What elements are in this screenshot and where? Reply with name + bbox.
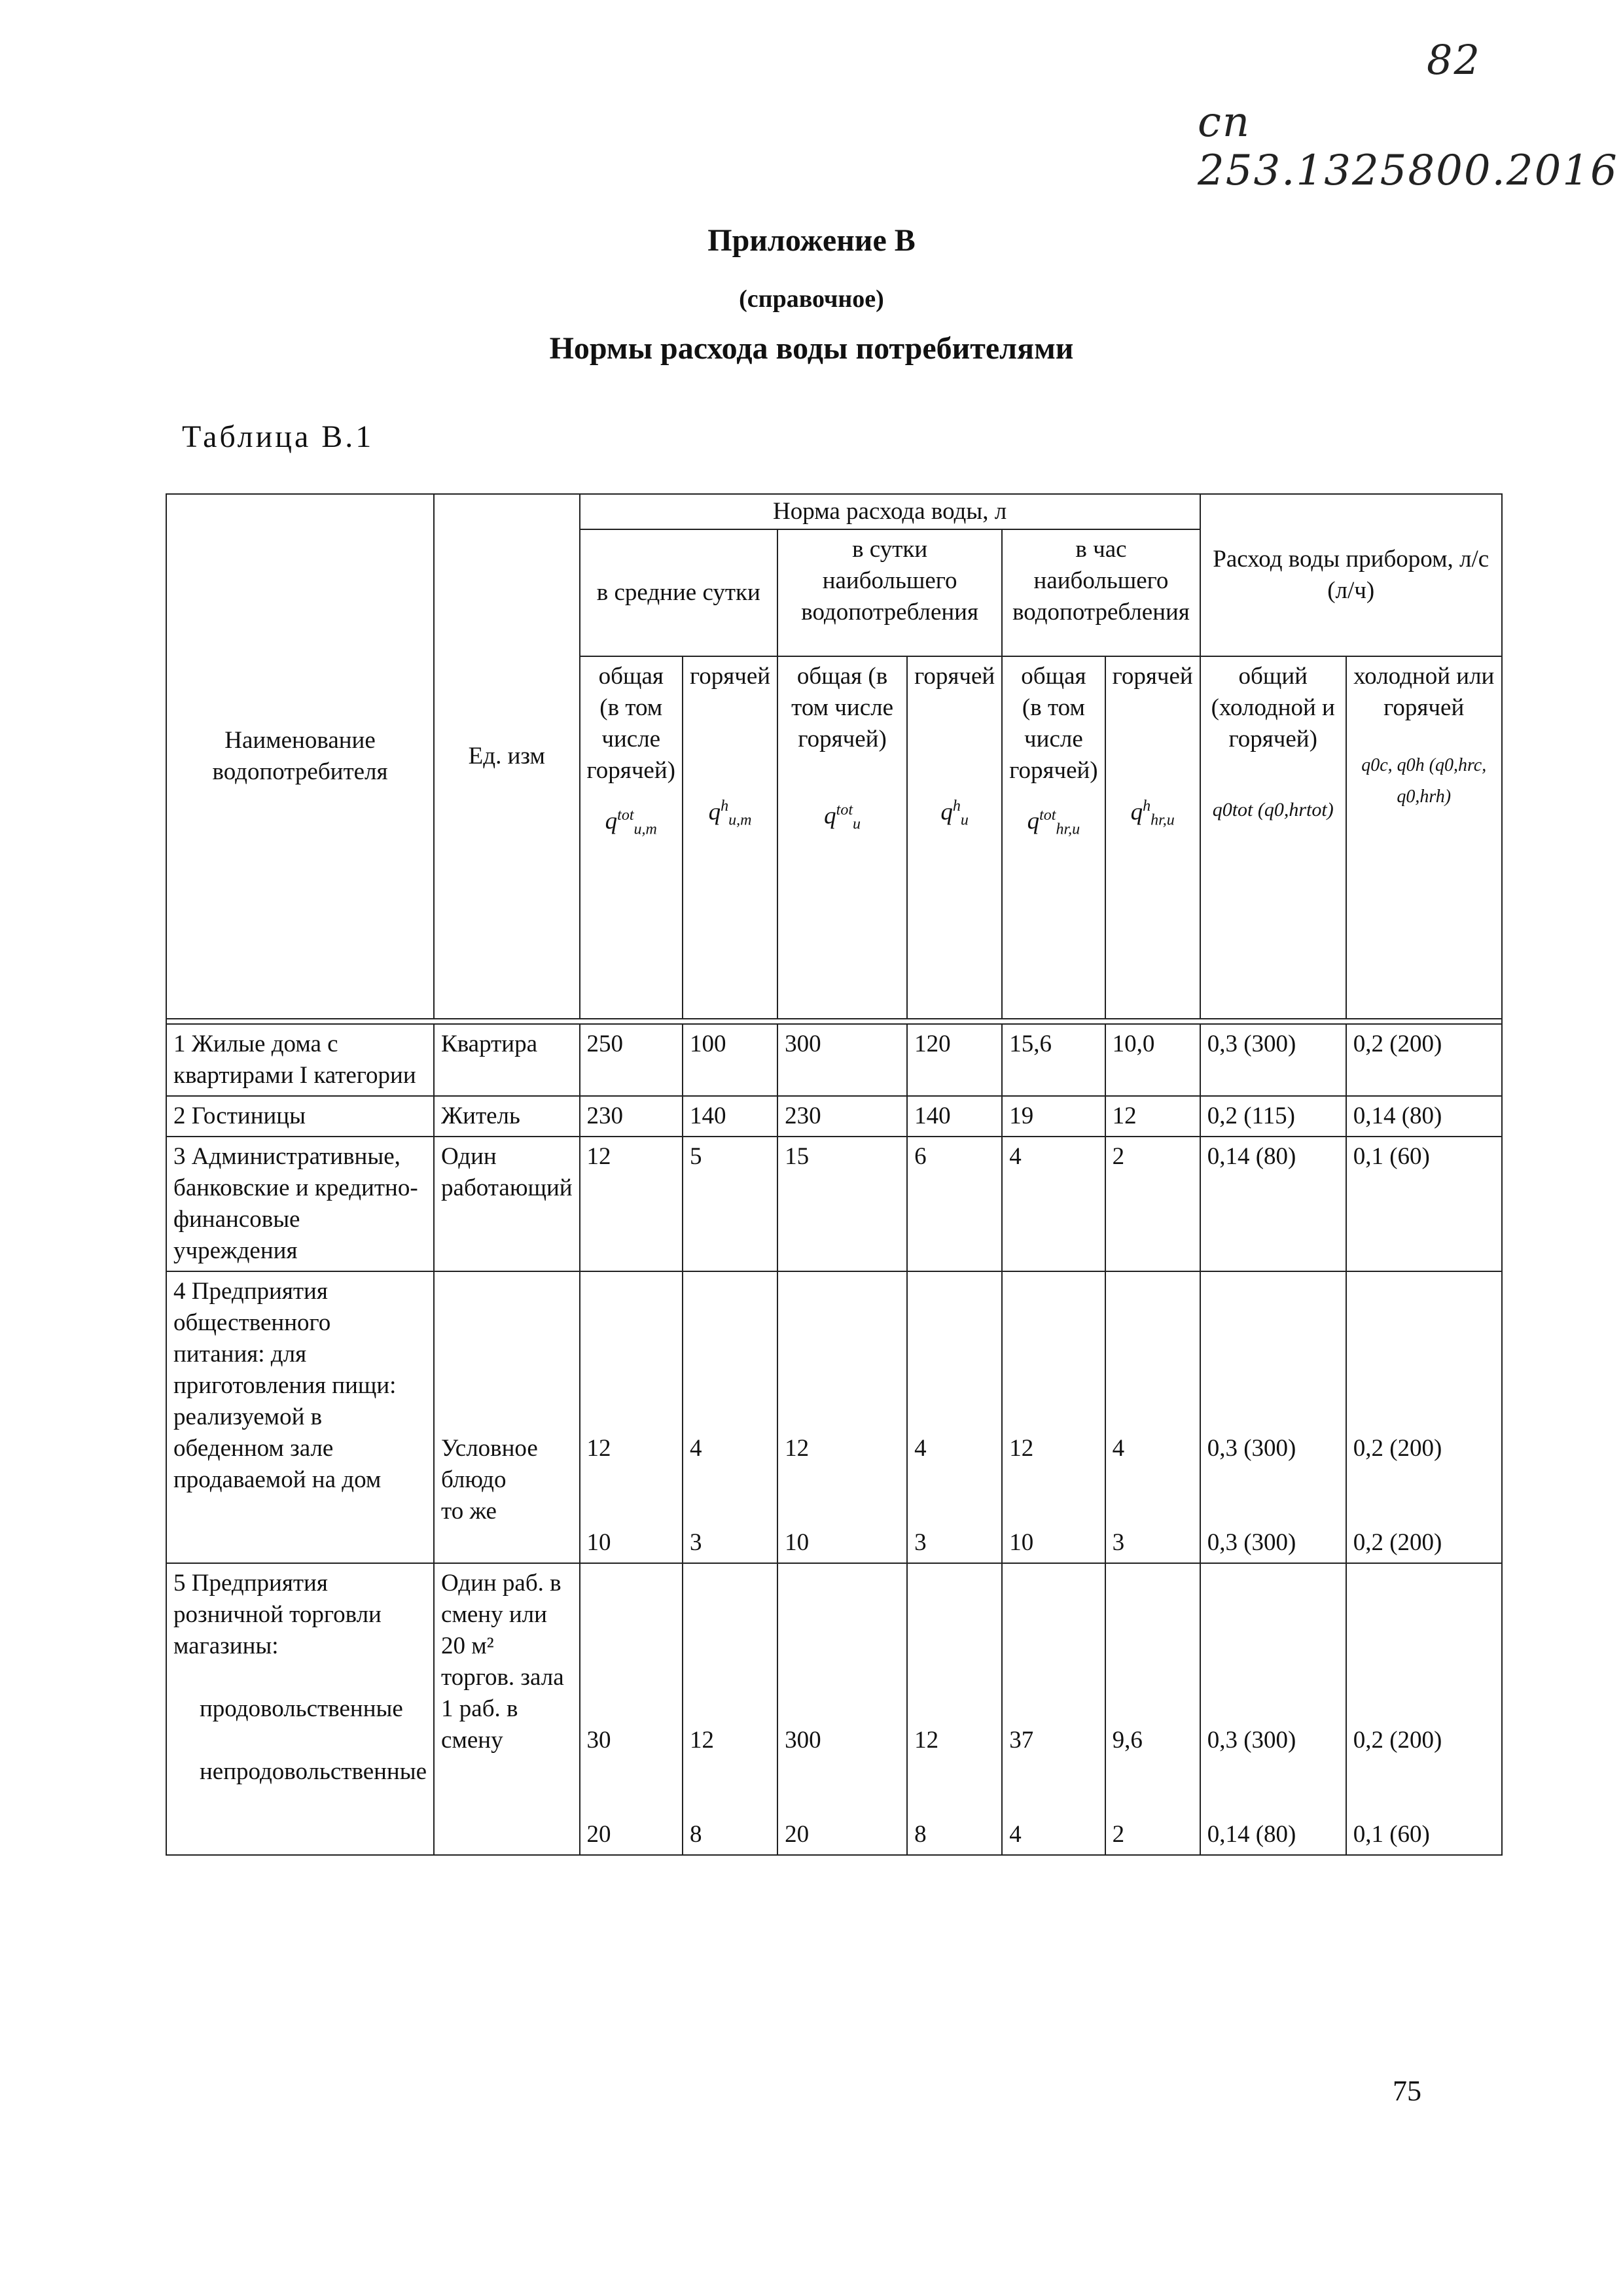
- cell-value: 19: [1002, 1096, 1105, 1137]
- appendix-heading: Нормы расхода воды потребителями: [549, 331, 1074, 366]
- header-max-day-hot: горячей: [914, 663, 995, 690]
- header-name: Наименование водопотребителя: [166, 494, 434, 1019]
- row-name: 1 Жилые дома с квартирами I категории: [166, 1024, 434, 1096]
- row-subitem-name: реализуемой в обеденном зале: [173, 1404, 334, 1462]
- table-row: [166, 1024, 1502, 1096]
- header-max-hour-total: общая (в том числе горячей): [1009, 663, 1098, 784]
- cell-value: 4: [914, 1435, 927, 1462]
- header-device-total: общий (холодной и горячей): [1211, 663, 1335, 752]
- cell-value: 230: [777, 1096, 907, 1137]
- cell-value: 120: [907, 1024, 1002, 1096]
- row-name: 4 Предприятия общественного питания: для приготовления пищи:: [173, 1278, 397, 1399]
- cell-value: 4: [1112, 1435, 1125, 1462]
- cell-value: 12: [1105, 1096, 1200, 1137]
- cell-value: 140: [907, 1096, 1002, 1137]
- cell-value: 250: [580, 1024, 683, 1096]
- row-name: 5 Предприятия розничной торговли магазины:: [173, 1570, 382, 1659]
- header-unit: Ед. изм: [434, 494, 580, 1019]
- symbol-max-day-hot: $q^h_u$: [940, 798, 969, 829]
- cell-value: 4: [1002, 1137, 1105, 1271]
- table-row: [166, 1096, 1502, 1137]
- header-device-flow: Расход воды прибором, л/с (л/ч): [1200, 494, 1502, 656]
- row-subitem-name: непродовольственные: [200, 1758, 427, 1785]
- cell-value: 10: [586, 1529, 611, 1556]
- symbol-max-day-total: $q^{tot}_u$: [824, 802, 861, 833]
- cell-value: 6: [907, 1137, 1002, 1271]
- cell-value: 15: [777, 1137, 907, 1271]
- cell-value: 4: [689, 1435, 702, 1462]
- row-subitem-name: продаваемой на дом: [173, 1466, 382, 1493]
- symbol-max-hour-total: $q^{tot}_{hr,u}$: [1027, 807, 1080, 838]
- table-row: [166, 1137, 1502, 1271]
- cell-value: 0,3 (300): [1207, 1727, 1296, 1754]
- symbol-device-total: q0tot (q0,hrtot): [1212, 799, 1334, 821]
- appendix-title: Приложение В: [707, 223, 916, 258]
- cell-value: 12: [586, 1435, 611, 1462]
- cell-value: 15,6: [1002, 1024, 1105, 1096]
- cell-value: 140: [683, 1096, 777, 1137]
- table-row: [166, 1271, 1502, 1563]
- appendix-subtitle: (справочное): [739, 285, 884, 313]
- cell-value: 0,14 (80): [1207, 1821, 1296, 1848]
- row-unit: Условное блюдо: [441, 1435, 538, 1493]
- cell-value: 0,2 (200): [1353, 1727, 1442, 1754]
- row-name: 3 Административные, банковские и кредитно-финансовые учреждения: [166, 1137, 434, 1271]
- cell-value: 0,3 (300): [1207, 1529, 1296, 1556]
- cell-value: 0,14 (80): [1346, 1096, 1502, 1137]
- header-device-cold-hot: холодной или горячей: [1353, 663, 1495, 721]
- header-avg-total: общая (в том числе горячей): [586, 663, 675, 784]
- cell-value: 30: [586, 1727, 611, 1754]
- row-unit: 1 раб. в смену: [441, 1695, 518, 1754]
- header-max-hour: в час наибольшего водопотребления: [1002, 529, 1200, 656]
- cell-value: 230: [580, 1096, 683, 1137]
- symbol-avg-hot: $q^h_{u,m}$: [708, 798, 752, 829]
- cell-value: 100: [683, 1024, 777, 1096]
- cell-value: 3: [689, 1529, 702, 1556]
- cell-value: 4: [1009, 1821, 1022, 1848]
- cell-value: 0,14 (80): [1200, 1137, 1346, 1271]
- water-norms-table: [166, 493, 1503, 1856]
- header-max-hour-hot: горячей: [1112, 663, 1193, 690]
- cell-value: 0,1 (60): [1346, 1137, 1502, 1271]
- header-separator: [166, 1019, 1502, 1024]
- cell-value: 12: [785, 1435, 810, 1462]
- cell-value: 20: [586, 1821, 611, 1848]
- cell-value: 10: [785, 1529, 810, 1556]
- symbol-avg-total: $q^{tot}_{u,m}$: [605, 807, 657, 838]
- handwritten-doc-code: сп 253.1325800.2016: [1198, 98, 1618, 195]
- row-subitem-name: продовольственные: [200, 1695, 403, 1722]
- row-unit: Житель: [434, 1096, 580, 1137]
- header-norm-group: Норма расхода воды, л: [580, 494, 1200, 529]
- cell-value: 0,2 (115): [1200, 1096, 1346, 1137]
- cell-value: 0,1 (60): [1353, 1821, 1430, 1848]
- cell-value: 0,3 (300): [1207, 1435, 1296, 1462]
- header-avg-hot: горячей: [689, 663, 771, 690]
- symbol-max-hour-hot: $q^h_{hr,u}$: [1130, 798, 1175, 829]
- table-label: Таблица В.1: [182, 419, 374, 454]
- header-avg-day: в средние сутки: [580, 529, 778, 656]
- cell-value: 2: [1112, 1821, 1125, 1848]
- page-number: 75: [1393, 2075, 1421, 2107]
- cell-value: 300: [777, 1024, 907, 1096]
- cell-value: 20: [785, 1821, 810, 1848]
- header-max-day-total: общая (в том числе горячей): [791, 663, 893, 752]
- cell-value: 2: [1105, 1137, 1200, 1271]
- row-unit: Один раб. в смену или 20 м² торгов. зала: [441, 1570, 564, 1691]
- cell-value: 0,3 (300): [1200, 1024, 1346, 1096]
- cell-value: 300: [785, 1727, 821, 1754]
- symbol-device-cold-hot: q0c, q0h (q0,hrc, q0,hrh): [1361, 755, 1487, 807]
- cell-value: 0,2 (200): [1353, 1529, 1442, 1556]
- cell-value: 10: [1009, 1529, 1034, 1556]
- handwritten-page-number: 82: [1427, 36, 1481, 84]
- row-unit: Один работающий: [434, 1137, 580, 1271]
- row-name: 2 Гостиницы: [166, 1096, 434, 1137]
- row-unit: то же: [441, 1498, 497, 1525]
- row-unit: Квартира: [434, 1024, 580, 1096]
- cell-value: 12: [580, 1137, 683, 1271]
- cell-value: 12: [914, 1727, 939, 1754]
- header-max-day: в сутки наибольшего водопотребления: [777, 529, 1002, 656]
- table-row: [166, 1563, 1502, 1855]
- cell-value: 12: [689, 1727, 714, 1754]
- cell-value: 37: [1009, 1727, 1034, 1754]
- cell-value: 3: [1112, 1529, 1125, 1556]
- cell-value: 0,2 (200): [1346, 1024, 1502, 1096]
- cell-value: 12: [1009, 1435, 1034, 1462]
- cell-value: 0,2 (200): [1353, 1435, 1442, 1462]
- cell-value: 10,0: [1105, 1024, 1200, 1096]
- cell-value: 3: [914, 1529, 927, 1556]
- cell-value: 8: [914, 1821, 927, 1848]
- cell-value: 8: [689, 1821, 702, 1848]
- cell-value: 9,6: [1112, 1727, 1143, 1754]
- cell-value: 5: [683, 1137, 777, 1271]
